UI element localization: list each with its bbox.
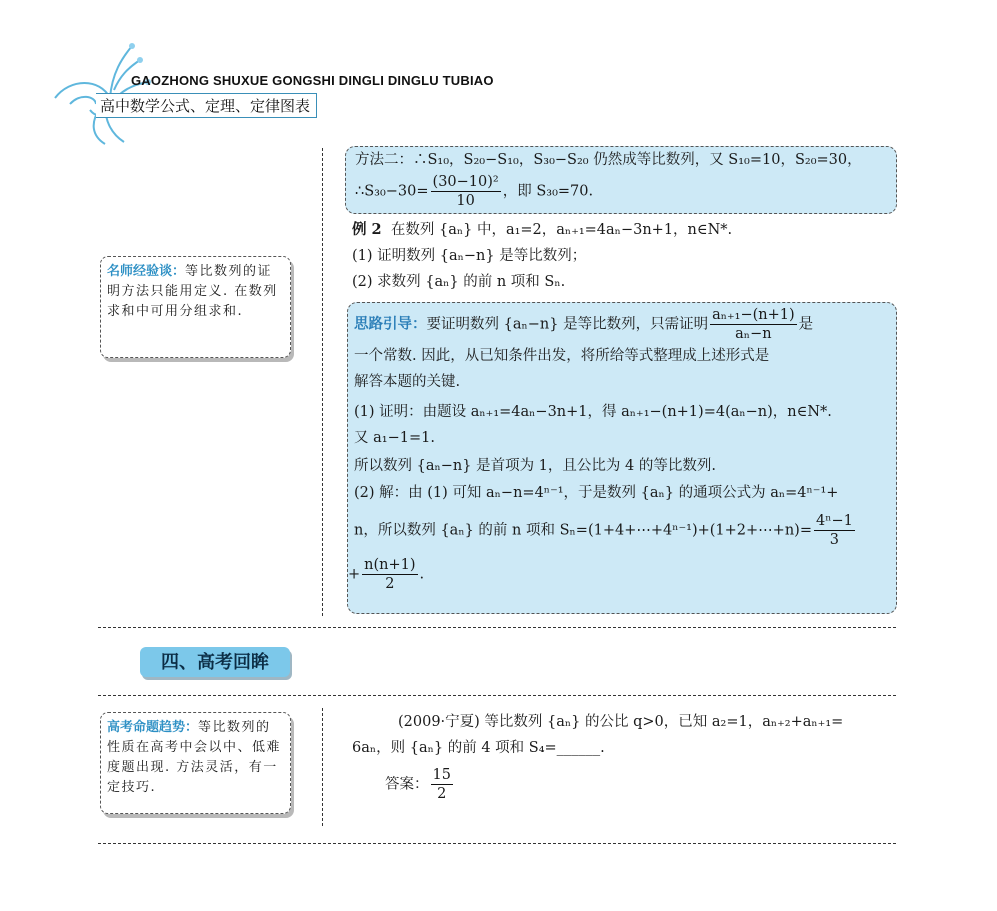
header-pinyin: GAOZHONG SHUXUE GONGSHI DINGLI DINGLU TUBIAO	[131, 73, 494, 88]
hint-line3: 解答本题的关键.	[354, 374, 461, 390]
hint-line8-fraction	[814, 512, 855, 549]
example-label: 例 2	[352, 221, 382, 238]
hint-line4: (1) 证明：由题设 aₙ₊₁=4aₙ−3n+1，得 aₙ₊₁−(n+1)=4(aₙ−n)，n∈N*.	[354, 404, 832, 420]
exam-answer	[385, 766, 455, 803]
section-divider-middle	[98, 695, 896, 696]
method2-line2-post: ，即 S₃₀=70.	[502, 183, 594, 200]
hint-line8-num: 4ⁿ−1	[815, 513, 853, 529]
example-q1: (1) 证明数列 {aₙ−n} 是等比数列；	[352, 248, 587, 264]
hint-line9-post: .	[419, 566, 425, 583]
hint-line1-post: 是	[798, 316, 814, 333]
method2-line2	[355, 173, 593, 210]
hint-line9-num: n(n+1)	[364, 557, 416, 573]
hint-label: 思路引导：	[354, 316, 427, 333]
hint-line1-pre: 要证明数列 {aₙ−n} 是等比数列，只需证明	[426, 316, 709, 333]
hint-line6: 所以数列 {aₙ−n} 是首项为 1，且公比为 4 的等比数列.	[354, 458, 716, 474]
hint-line8-pre: n，所以数列 {aₙ} 的前 n 项和 Sₙ=(1+4+⋯+4ⁿ⁻¹)+(1+2+⋯+n)=	[354, 522, 812, 539]
column-divider-top	[322, 148, 323, 616]
header-title: 高中数学公式、定理、定律图表	[96, 93, 317, 118]
column-divider-bottom	[322, 708, 323, 826]
example-stem-text: 在数列 {aₙ} 中，a₁=2，aₙ₊₁=4aₙ−3n+1，n∈N*.	[390, 222, 733, 238]
method2-line1: 方法二：∴S₁₀，S₂₀−S₁₀，S₃₀−S₂₀ 仍然成等比数列，又 S₁₀=10，S₂₀=30，	[355, 152, 862, 168]
method2-fraction-den: 10	[456, 193, 475, 209]
example-q2: (2) 求数列 {aₙ} 的前 n 项和 Sₙ.	[352, 274, 566, 290]
exam-line2: 6aₙ，则 {aₙ} 的前 4 项和 S₄=______.	[352, 740, 605, 756]
hint-line9-den: 2	[385, 576, 395, 592]
hint-line2: 一个常数. 因此，从已知条件出发，将所给等式整理成上述形式是	[354, 348, 770, 364]
hint-line7: (2) 解：由 (1) 可知 aₙ−n=4ⁿ⁻¹，于是数列 {aₙ} 的通项公式为 aₙ=4ⁿ⁻¹+	[354, 485, 839, 501]
page-bottom-divider	[98, 843, 896, 844]
hint-line9-pre: +	[348, 566, 361, 583]
hint-fraction-den: aₙ−n	[735, 326, 772, 342]
exam-answer-label: 答案：	[385, 776, 429, 793]
teacher-experience-label: 名师经验谈：	[107, 263, 186, 278]
example-stem	[352, 220, 732, 240]
hint-fraction	[710, 306, 797, 343]
teacher-experience-note	[100, 256, 291, 358]
section-heading: 四、高考回眸	[140, 647, 290, 677]
exam-trend-label: 高考命题趋势：	[107, 719, 199, 734]
section-divider-top	[98, 627, 896, 628]
exam-answer-num: 15	[432, 767, 451, 783]
exam-answer-den: 2	[437, 786, 447, 802]
hint-line9-fraction	[362, 556, 417, 593]
method2-line2-pre: ∴S₃₀−30=	[355, 183, 429, 200]
method2-fraction	[431, 173, 501, 210]
hint-line9	[348, 556, 424, 593]
exam-line1: (2009·宁夏) 等比数列 {aₙ} 的公比 q>0，已知 a₂=1，aₙ₊₂+aₙ₊₁=	[398, 714, 844, 730]
hint-line8	[354, 512, 857, 549]
hint-line1	[354, 306, 813, 343]
hint-line5: 又 a₁−1=1.	[354, 430, 435, 446]
exam-trend-text: 等比数列的性质在高考中会以中、低难度题出现. 方法灵活，有一定技巧.	[107, 720, 282, 795]
hint-line8-den: 3	[829, 532, 840, 548]
hint-fraction-num: aₙ₊₁−(n+1)	[712, 307, 795, 323]
exam-trend-note	[100, 712, 291, 814]
teacher-experience-text: 等比数列的证明方法只能用定义. 在数列求和中可用分组求和.	[107, 264, 278, 319]
method2-fraction-num: (30−10)²	[432, 174, 499, 190]
exam-answer-fraction	[431, 766, 453, 803]
